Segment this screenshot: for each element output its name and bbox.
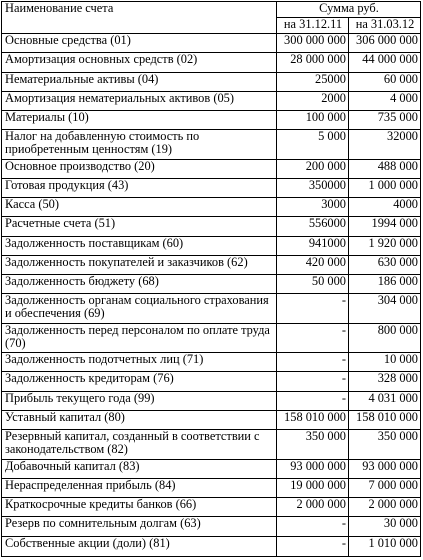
table-row <box>2 294 421 323</box>
value-31-03-12-cell: 735 000 <box>349 111 421 130</box>
value-31-03-12-cell: 488 000 <box>349 159 421 178</box>
value-31-12-11-cell: 19 000 000 <box>277 478 349 497</box>
value-31-03-12-cell: 32000 <box>349 130 421 159</box>
value-31-12-11-cell: 158 010 000 <box>277 410 349 429</box>
account-name-cell: Задолженность перед персоналом по оплате труда (70) <box>2 323 277 352</box>
value-31-12-11-cell: 941000 <box>277 236 349 255</box>
value-31-12-11-cell: 25000 <box>277 72 349 91</box>
table-row <box>2 323 421 352</box>
table-body <box>2 34 421 557</box>
account-name-cell: Основное производство (20) <box>2 159 277 178</box>
table-row <box>2 217 421 236</box>
value-31-03-12-cell: 1 920 000 <box>349 236 421 255</box>
account-name-cell: Основные средства (01) <box>2 34 277 53</box>
table-row <box>2 111 421 130</box>
value-31-03-12-cell: 350 000 <box>349 430 421 459</box>
value-31-03-12-cell: 7 000 000 <box>349 478 421 497</box>
header-date-1: на 31.12.11 <box>277 18 349 34</box>
table-row <box>2 72 421 91</box>
value-31-03-12-cell: 4000 <box>349 198 421 217</box>
table-row <box>2 178 421 197</box>
value-31-03-12-cell: 800 000 <box>349 323 421 352</box>
table-row <box>2 159 421 178</box>
account-name-cell: Уставный капитал (80) <box>2 410 277 429</box>
value-31-03-12-cell: 2 000 000 <box>349 498 421 517</box>
table-row <box>2 255 421 274</box>
value-31-12-11-cell: 5 000 <box>277 130 349 159</box>
value-31-12-11-cell: 93 000 000 <box>277 459 349 478</box>
account-name-cell: Нераспределенная прибыль (84) <box>2 478 277 497</box>
table-row <box>2 53 421 72</box>
account-name-cell: Собственные акции (доли) (81) <box>2 536 277 556</box>
value-31-12-11-cell: - <box>277 372 349 391</box>
account-name-cell: Прибыль текущего года (99) <box>2 391 277 410</box>
value-31-12-11-cell: - <box>277 323 349 352</box>
account-name-cell: Краткосрочные кредиты банков (66) <box>2 498 277 517</box>
value-31-12-11-cell: 556000 <box>277 217 349 236</box>
value-31-03-12-cell: 1 000 000 <box>349 178 421 197</box>
value-31-03-12-cell: 10 000 <box>349 353 421 372</box>
header-sum-title: Сумма руб. <box>277 2 421 18</box>
table-row <box>2 410 421 429</box>
account-name-cell: Налог на добавленную стоимость по приобретенным ценностям (19) <box>2 130 277 159</box>
account-name-cell: Готовая продукция (43) <box>2 178 277 197</box>
value-31-03-12-cell: 328 000 <box>349 372 421 391</box>
table-row <box>2 275 421 294</box>
table-row <box>2 353 421 372</box>
value-31-03-12-cell: 304 000 <box>349 294 421 323</box>
value-31-12-11-cell: 350000 <box>277 178 349 197</box>
value-31-12-11-cell: 2 000 000 <box>277 498 349 517</box>
account-name-cell: Нематериальные активы (04) <box>2 72 277 91</box>
table-row <box>2 391 421 410</box>
account-name-cell: Добавочный капитал (83) <box>2 459 277 478</box>
table-row <box>2 517 421 536</box>
value-31-03-12-cell: 44 000 000 <box>349 53 421 72</box>
account-name-cell: Материалы (10) <box>2 111 277 130</box>
account-name-cell: Резерв по сомнительным долгам (63) <box>2 517 277 536</box>
account-name-cell: Задолженность бюджету (68) <box>2 275 277 294</box>
value-31-12-11-cell: 420 000 <box>277 255 349 274</box>
table-row <box>2 459 421 478</box>
account-name-cell: Амортизация нематериальных активов (05) <box>2 91 277 110</box>
table-row <box>2 236 421 255</box>
value-31-12-11-cell: 2000 <box>277 91 349 110</box>
account-name-cell: Амортизация основных средств (02) <box>2 53 277 72</box>
value-31-03-12-cell: 30 000 <box>349 517 421 536</box>
value-31-03-12-cell: 4 031 000 <box>349 391 421 410</box>
account-name-cell: Расчетные счета (51) <box>2 217 277 236</box>
value-31-12-11-cell: - <box>277 517 349 536</box>
table-row <box>2 430 421 459</box>
value-31-12-11-cell: 300 000 000 <box>277 34 349 53</box>
account-name-cell: Задолженность подотчетных лиц (71) <box>2 353 277 372</box>
value-31-12-11-cell: 350 000 <box>277 430 349 459</box>
value-31-12-11-cell: - <box>277 536 349 556</box>
value-31-12-11-cell: 100 000 <box>277 111 349 130</box>
value-31-03-12-cell: 158 010 000 <box>349 410 421 429</box>
value-31-03-12-cell: 630 000 <box>349 255 421 274</box>
value-31-12-11-cell: - <box>277 391 349 410</box>
account-name-cell: Задолженность покупателей и заказчиков (62) <box>2 255 277 274</box>
table-row <box>2 91 421 110</box>
table-row <box>2 198 421 217</box>
value-31-12-11-cell: - <box>277 353 349 372</box>
table-row <box>2 498 421 517</box>
table-row <box>2 34 421 53</box>
value-31-03-12-cell: 1 010 000 <box>349 536 421 556</box>
account-name-cell: Задолженность поставщикам (60) <box>2 236 277 255</box>
account-name-cell: Резервный капитал, созданный в соответствии с законодательством (82) <box>2 430 277 459</box>
header-account-name: Наименование счета <box>2 2 277 34</box>
table-row <box>2 372 421 391</box>
value-31-03-12-cell: 93 000 000 <box>349 459 421 478</box>
value-31-03-12-cell: 60 000 <box>349 72 421 91</box>
table-row <box>2 536 421 556</box>
account-name-cell: Задолженность органам социального страхования и обеспечения (69) <box>2 294 277 323</box>
account-name-cell: Касса (50) <box>2 198 277 217</box>
value-31-12-11-cell: 3000 <box>277 198 349 217</box>
header-date-2: на 31.03.12 <box>349 18 421 34</box>
value-31-12-11-cell: - <box>277 294 349 323</box>
value-31-03-12-cell: 1994 000 <box>349 217 421 236</box>
table-header <box>2 2 421 34</box>
value-31-03-12-cell: 186 000 <box>349 275 421 294</box>
account-name-cell: Задолженность кредиторам (76) <box>2 372 277 391</box>
table-row <box>2 478 421 497</box>
value-31-12-11-cell: 28 000 000 <box>277 53 349 72</box>
value-31-03-12-cell: 306 000 000 <box>349 34 421 53</box>
value-31-12-11-cell: 50 000 <box>277 275 349 294</box>
table-row <box>2 130 421 159</box>
accounts-table <box>1 1 421 557</box>
value-31-12-11-cell: 200 000 <box>277 159 349 178</box>
value-31-03-12-cell: 4 000 <box>349 91 421 110</box>
